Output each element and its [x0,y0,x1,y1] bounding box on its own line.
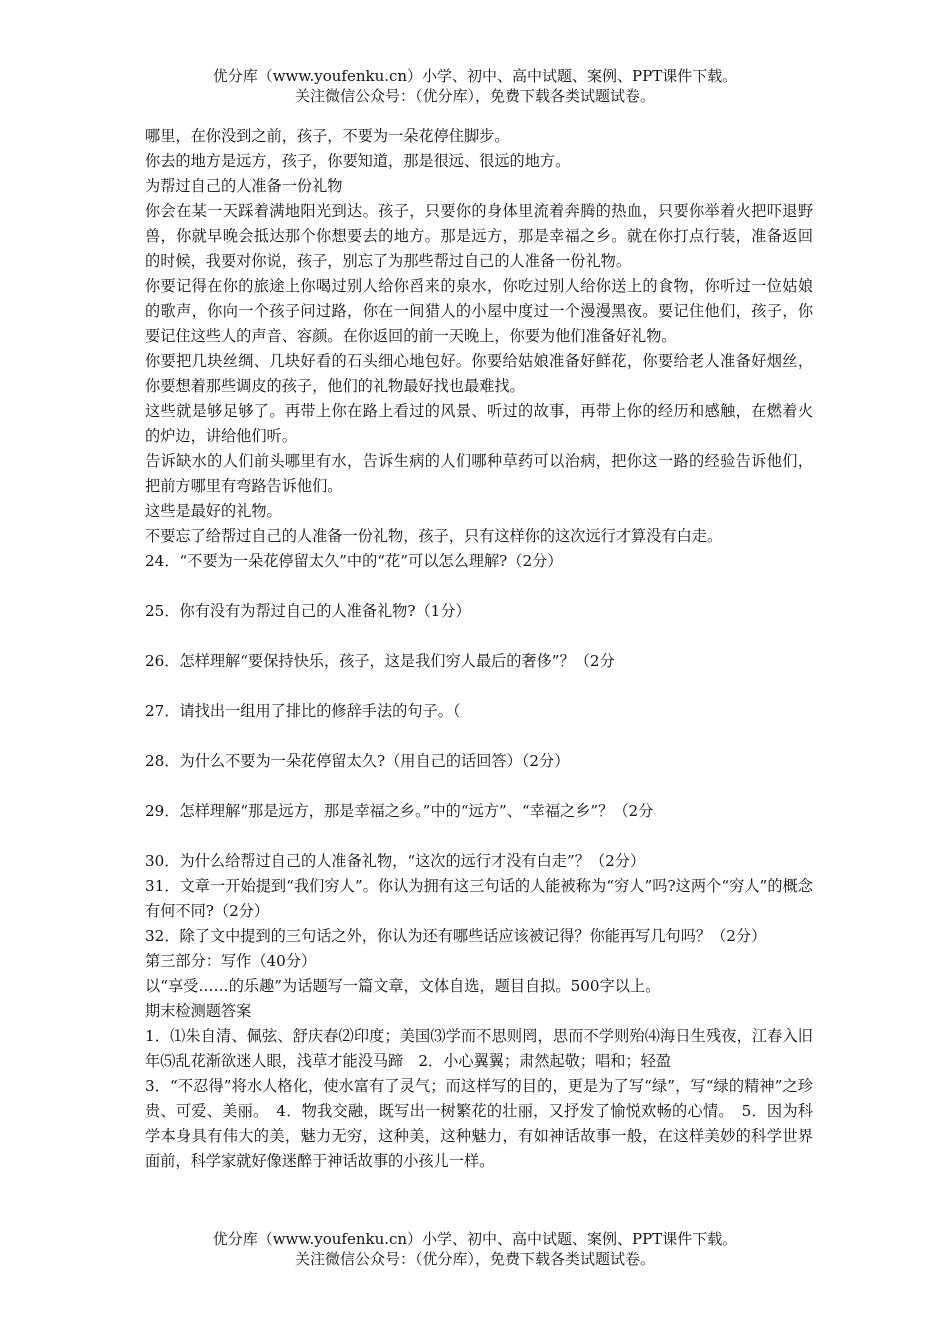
question-25: 25．你有没有为帮过自己的人准备礼物?（1分） [145,602,471,620]
header-line-1: 优分库（www.youfenku.cn）小学、初中、高中试题、案例、PPT课件下载。 [212,67,738,85]
footer-line-1: 优分库（www.youfenku.cn）小学、初中、高中试题、案例、PPT课件下载。 [212,1230,738,1248]
passage-paragraph: 你要记得在你的旅途上你喝过别人给你舀来的泉水，你吃过别人给你送上的食物，你听过一位姑娘的歌声，你向一个孩子问过路，你在一间猎人的小屋中度过一个漫漫黑夜。要记住他们，孩子，你要记住这些人的声音、容颜。在你返回的前一天晚上，你要为他们准备好礼物。 [145,277,813,345]
writing-heading: 第三部分：写作（40分） [145,952,317,970]
passage-paragraph: 你要把几块丝绸、几块好看的石头细心地包好。你要给姑娘准备好鲜花，你要给老人准备好烟丝，你要想着那些调皮的孩子，他们的礼物最好找也最难找。 [145,352,813,395]
question-27: 27．请找出一组用了排比的修辞手法的句子。（ [145,702,461,720]
header-line-2: 关注微信公众号：（优分库），免费下载各类试题试卷。 [294,87,655,105]
passage-paragraph: 告诉缺水的人们前头哪里有水，告诉生病的人们哪种草药可以治病，把你这一路的经验告诉他们，把前方哪里有弯路告诉他们。 [145,452,813,495]
passage-paragraph: 你去的地方是远方，孩子，你要知道，那是很远、很远的地方。 [145,152,571,170]
question-26: 26．怎样理解“要保持快乐，孩子，这是我们穷人最后的奢侈”？（2分 [145,652,615,670]
footer-line-2: 关注微信公众号：（优分库），免费下载各类试题试卷。 [294,1250,655,1268]
answer-line: 1．⑴朱自清、佩弦、舒庆春⑵印度；美国⑶学而不思则罔，思而不学则殆⑷海日生残夜，江春入旧年⑸乱花渐欲迷人眼，浅草才能没马蹄 2．小心翼翼；肃然起敬；唱和；轻盈 [145,1027,813,1070]
question-29: 29．怎样理解“那是远方，那是幸福之乡。”中的“远方”、“幸福之乡”？（2分 [145,802,654,820]
answer-line: 3．“不忍得”将水人格化，使水富有了灵气；而这样写的目的，更是为了写“绿”，写“绿的精神”之珍贵、可爱、美丽。 4．物我交融，既写出一树繁花的壮丽，又抒发了愉悦欢畅的心情。 5．因为科学本身具有伟大的美，魅力无穷，这种美，这种魅力，有如神话故事一般，在这样美妙的科学世界面前，科学家就好像迷醉于神话故事的小孩儿一样。 [145,1077,813,1170]
passage-paragraph: 不要忘了给帮过自己的人准备一份礼物，孩子，只有这样你的这次远行才算没有白走。 [145,527,723,545]
passage-paragraph: 这些是最好的礼物。 [145,502,282,520]
question-32: 32．除了文中提到的三句话之外，你认为还有哪些话应该被记得？你能再写几句吗？（2分） [145,927,767,945]
passage-subtitle: 为帮过自己的人准备一份礼物 [145,177,343,195]
passage-paragraph: 哪里，在你没到之前，孩子，不要为一朵花停住脚步。 [145,127,510,145]
writing-prompt: 以“享受……的乐趣”为话题写一篇文章，文体自选，题目自拟。500字以上。 [145,977,661,995]
answers-heading: 期末检测题答案 [145,1002,252,1020]
passage-paragraph: 你会在某一天踩着满地阳光到达。孩子，只要你的身体里流着奔腾的热血，只要你举着火把吓退野兽，你就早晚会抵达那个你想要去的地方。那是远方，那是幸福之乡。就在你打点行装，准备返回的时候，我要对你说，孩子，别忘了为那些帮过自己的人准备一份礼物。 [145,202,813,270]
question-24: 24．“不要为一朵花停留太久”中的“花”可以怎么理解?（2分） [145,552,563,570]
question-28: 28．为什么不要为一朵花停留太久?（用自己的话回答）（2分） [145,752,570,770]
page-header [0,66,950,106]
page-footer [0,1229,950,1269]
question-30: 30．为什么给帮过自己的人准备礼物，“这次的远行才没有白走”？（2分） [145,852,646,870]
document-body [145,124,813,1174]
passage-paragraph: 这些就是够足够了。再带上你在路上看过的风景、听过的故事，再带上你的经历和感触，在燃着火的炉边，讲给他们听。 [145,402,813,445]
question-31: 31．文章一开始提到“我们穷人”。你认为拥有这三句话的人能被称为“穷人”吗?这两个“穷人”的概念有何不同?（2分） [145,877,813,920]
